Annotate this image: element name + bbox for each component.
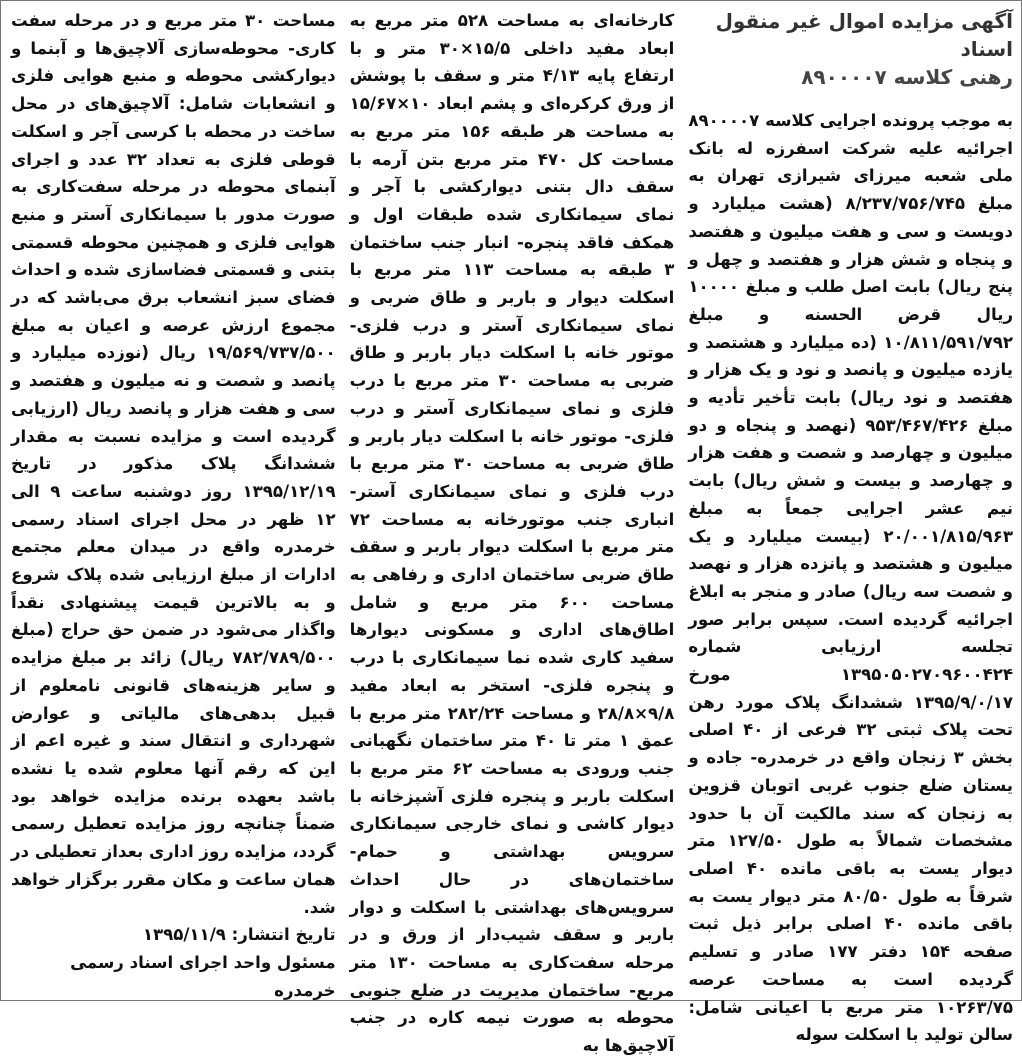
publish-date: تاریخ انتشار: ۱۳۹۵/۱۱/۹	[142, 925, 336, 945]
notice-subtitle: رهنی کلاسه ۸۹۰۰۰۰۷	[801, 65, 1013, 89]
notice-body-part-1: به موجب پرونده اجرایی کلاسه ۸۹۰۰۰۰۷ اجرائیه علیه شرکت اسفرزه له بانک ملی شعبه میرزای شیرازی تهران به مبلغ ۸/۲۳۷/۷۵۶/۷۴۵ (هشت میلیارد و دویست و سی و هفت میلیون و هفتصد و پنجاه و شش هزار و هفتصد و چهل و پنج ریال) بابت اصل طلب و مبلغ ۱۰۰۰۰ ریال قرض الحسنه و مبلغ ۱۰/۸۱۱/۵۹۱/۷۹۲ (ده میلیارد و هشتصد و یازده میلیون و پانصد و نود و یک هزار و هفتصد و نود ریال) بابت تأخیر تأدیه و مبلغ ۹۵۳/۴۶۷/۴۲۶ (نهصد و پنجاه و دو میلیون و چهارصد و شصت و هفت هزار و چهارصد و بیست و شش ریال) بابت نیم عشر اجرایی جمعاً به مبلغ ۲۰/۰۰۱/۸۱۵/۹۶۳ (بیست میلیارد و یک میلیون و هشتصد و پانزده هزار و نهصد و شصت سه ریال) صادر و منجر به ابلاغ اجرائیه گردیده است. سپس برابر صور تجلسه ارزیابی شماره ۱۳۹۵۰۵۰۲۷۰۹۶۰۰۴۲۴ مورخ ۱۳۹۵/۹/۰/۱۷ ششدانگ پلاک مورد رهن تحت پلاک ثبتی ۳۲ فرعی از ۴۰ اصلی بخش ۳ زنجان واقع در خرمدره- جاده و یستان ضلع جنوب غربی اتوبان قزوین به زنجان که سند مالکیت آن با حدود مشخصات شمالاً به طول ۱۲۷/۵۰ متر دیوار یست به باقی مانده ۴۰ اصلی شرقاً به طول ۸۰/۵۰ متر دیوار یست به باقی مانده ۴۰ اصلی برابر ذیل ثبت صفحه ۱۵۴ دفتر ۱۷۷ صادر و تسلیم گردیده است به مساحت عرصه ۱۰۲۶۳/۷۵ متر مربع با اعیانی شامل: سالن تولید با اسکلت سوله	[688, 111, 1014, 1045]
notice-columns	[10, 7, 1014, 1056]
notice-body-part-3: مساحت ۳۰ متر مربع و در مرحله سفت کاری- محوطه‌سازی آلاچیق‌ها و آبنما و دیوارکشی محوطه و منبع هوایی فلزی و انشعابات شامل: آلاچیق‌های در محل ساخت در محطه با کرسی آجر و اسکلت قوطی فلزی به تعداد ۳۲ عدد و اجرای آبنمای محوطه در مرحله سفت‌کاری به صورت مدور با سیمانکاری آستر و منبع هوایی فلزی و همچنین محوطه قسمتی بتنی و قسمتی فضاسازی شده و احداث فضای سبز انشعاب برق می‌باشد که در مجموع ارزش عرصه و اعیان به مبلغ ۱۹/۵۶۹/۷۳۷/۵۰۰ ریال (نوزده میلیارد و پانصد و شصت و نه میلیون و هفتصد و سی و هفت هزار و پانصد ریال (ارزیابی گردیده است و مزایده نسبت به مقدار ششدانگ پلاک مذکور در تاریخ ۱۳۹۵/۱۲/۱۹ روز دوشنبه ساعت ۹ الی ۱۲ ظهر در محل اجرای اسناد رسمی خرمدره واقع در میدان معلم مجتمع ادارات از مبلغ ارزیابی شده پلاک شروع و به بالاترین قیمت پیشنهادی نقداً واگذار می‌شود در ضمن حق حراج (مبلغ ۷۸۲/۷۸۹/۵۰۰ ریال) زائد بر مبلغ مزایده و سایر هزینه‌های قانونی نامعلوم از قبیل بدهی‌های مالیاتی و عوارض شهرداری و انتقال سند و غیره اعم از این که رقم آنها معلوم شده یا نشده باشد بعهده برنده مزایده خواهد بود ضمناً چنانچه روز مزایده تعطیل رسمی گردد، مزایده روز اداری بعداز تعطیلی در همان ساعت و مکان مقرر برگزار خواهد شد.	[10, 11, 336, 917]
notice-title: آگهی مزایده اموال غیر منقول اسناد	[715, 9, 1013, 61]
signature: مسئول واحد اجرای اسناد رسمی خرمدره	[70, 952, 336, 1000]
column-1	[688, 7, 1014, 1045]
column-2	[349, 7, 675, 1056]
notice-body-part-2: کارخانه‌ای به مساحت ۵۲۸ متر مربع به ابعاد مفید داخلی ۱۵/۵×۳۰ متر و با ارتفاع پایه ۴/۱۳ متر و سقف با پوشش از ورق کرکره‌ای و پشم ابعاد ۱۰×۱۵/۶۷ به مساحت هر طبقه ۱۵۶ متر مربع به مساحت کل ۴۷۰ متر مربع بتن آرمه با سقف دال بتنی دیوارکشی با آجر و نمای سیمانکاری شده طبقات اول و همکف فاقد پنجره- انبار جنب ساختمان ۳ طبقه به مساحت ۱۱۳ متر مربع با اسکلت دیوار و باربر و طاق ضربی و نمای سیمانکاری آستر و درب فلزی- موتور خانه با اسکلت دیار باربر و طاق ضربی به مساحت ۳۰ متر مربع با درب فلزی و نمای سیمانکاری آستر و درب فلزی- موتور خانه با اسکلت دیار باربر و طاق ضربی به مساحت ۳۰ متر مربع با درب فلزی و نمای سیمانکاری آستر- انباری جنب موتورخانه به مساحت ۷۲ متر مربع با اسکلت دیوار باربر و سقف طاق ضربی ساختمان اداری و رفاهی به مساحت ۶۰۰ متر مربع و شامل اطاق‌های اداری و مسکونی دیوارها سفید کاری شده نما سیمانکاری با درب و پنجره فلزی- استخر به ابعاد مفید ۹/۸×۲۸/۸ و مساحت ۲۸۲/۲۴ متر مربع با عمق ۱ متر تا ۴۰ متر ساختمان نگهبانی جنب ورودی به مساحت ۶۲ متر مربع با اسکلت باربر و پنجره فلزی آشپزخانه با دیوار کاشی و نمای خارجی سیمانکاری سرویس بهداشتی و حمام- ساختمان‌های در حال احداث سرویس‌های بهداشتی با اسکلت و دوار باربر و سقف شیب‌دار از ورق و در مرحله سفت‌کاری به مساحت ۱۳۰ متر مربع- ساختمان مدیریت در ضلع جنوبی محوطه به صورت نیمه کاره در جنب آلاچیق‌ها به	[349, 11, 675, 1056]
column-3	[10, 7, 336, 1000]
